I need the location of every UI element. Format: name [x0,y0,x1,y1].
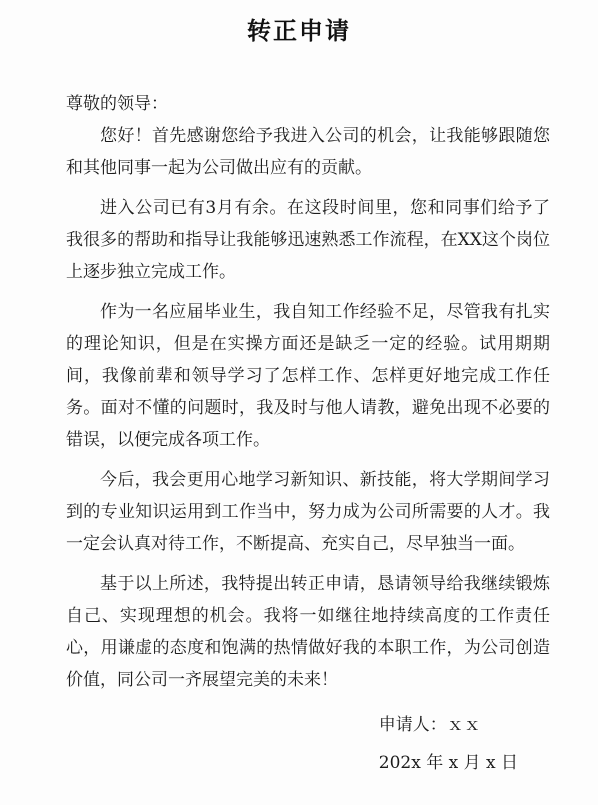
paragraph-request: 基于以上所述，我特提出转正申请，恳请领导给我继续锻炼自己、实现理想的机会。我将一如继往地持续高度的工作责任心，用谦虚的态度和饱满的热情做好我的本职工作，为公司创造价值，同公司一齐展望完美的未来！ [66,574,550,690]
date-line: 202x 年 x 月 x 日 [378,753,518,773]
document-title: 转正申请 [247,16,351,45]
salutation: 尊敬的领导： [66,94,168,114]
letter-body [66,120,550,704]
applicant-line: 申请人：ｘｘ [378,715,481,735]
signature-block [379,706,518,782]
paragraph-greeting: 您好！首先感谢您给予我进入公司的机会，让我能够跟随您和其他同事一起为公司做出应有的贡献。 [66,126,550,178]
paragraph-experience: 进入公司已有3月有余。在这段时间里，您和同事们给予了我很多的帮助和指导让我能够迅速熟悉工作流程，在XX这个岗位上逐步独立完成工作。 [66,198,550,282]
paragraph-future: 今后，我会更用心地学习新知识、新技能，将大学期间学习到的专业知识运用到工作当中，努力成为公司所需要的人才。我一定会认真对待工作，不断提高、充实自己，尽早独当一面。 [66,470,550,554]
paragraph-learning: 作为一名应届毕业生，我自知工作经验不足，尽管我有扎实的理论知识，但是在实操方面还是缺乏一定的经验。试用期期间，我像前辈和领导学习了怎样工作、怎样更好地完成工作任务。面对不懂的问题时，我及时与他人请教，避免出现不必要的错误，以便完成各项工作。 [66,302,550,450]
